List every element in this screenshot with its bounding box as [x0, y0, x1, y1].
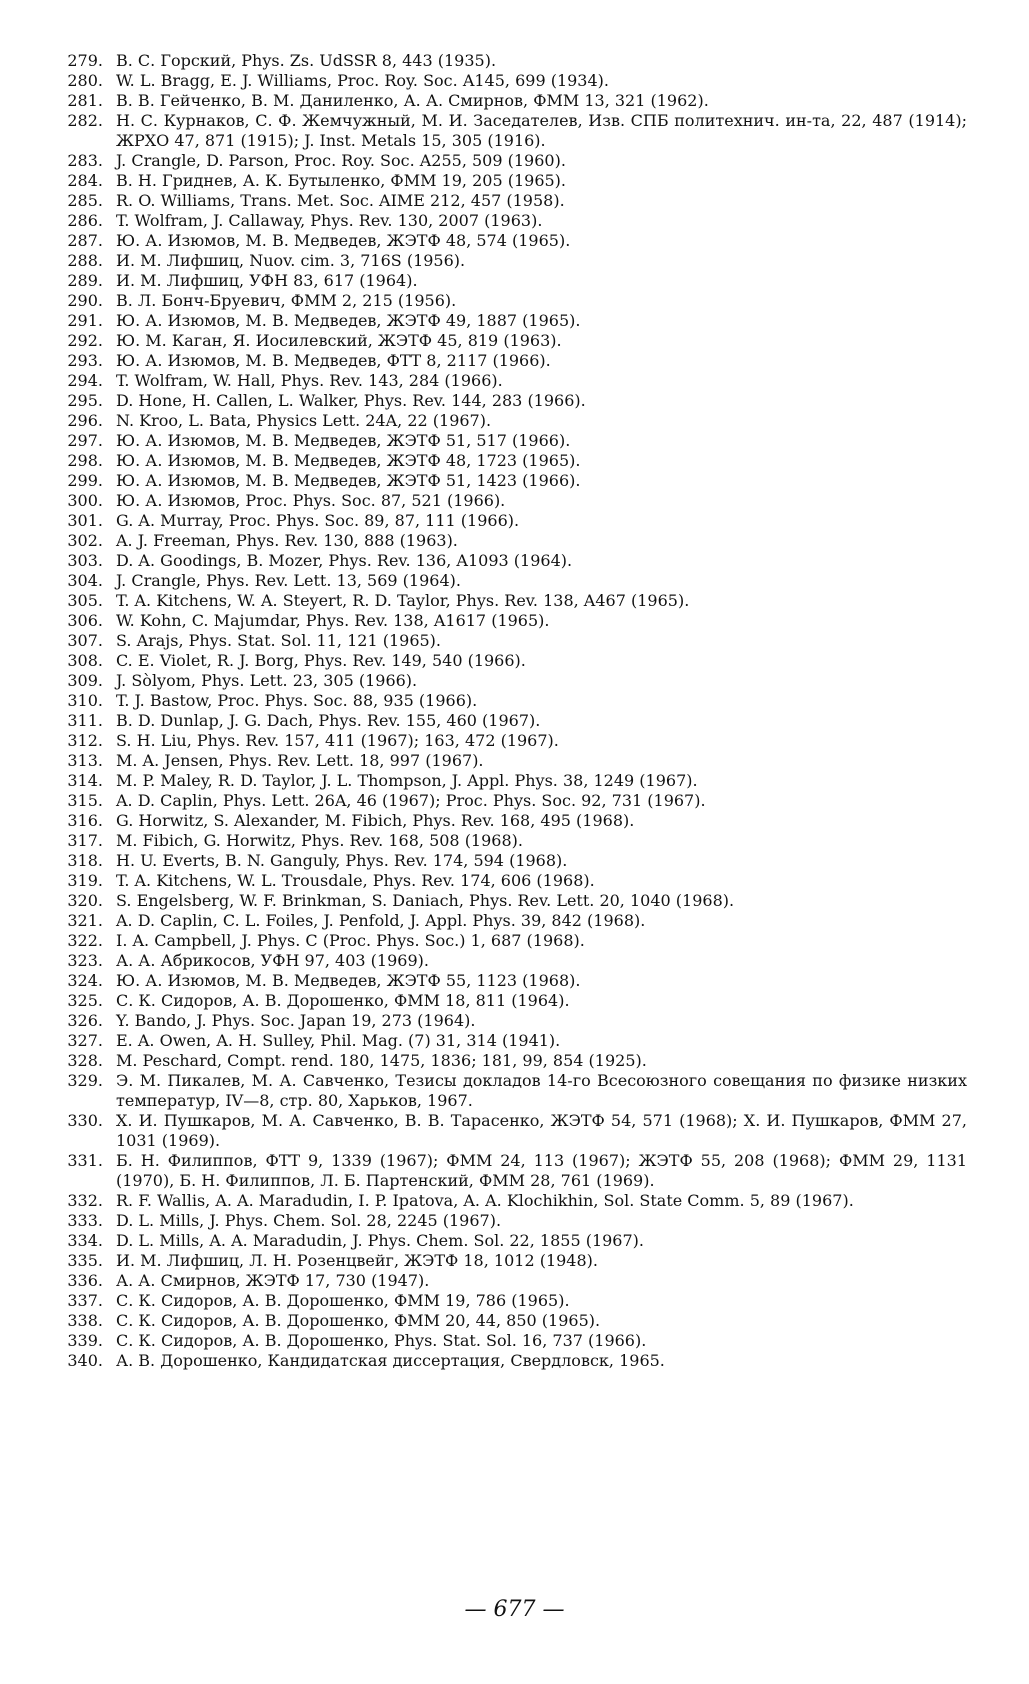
reference-number: 309.: [67, 671, 103, 690]
reference-text: R. O. Williams, Trans. Met. Soc. AIME 212, 457 (1958).: [116, 191, 565, 210]
reference-text: M. A. Jensen, Phys. Rev. Lett. 18, 997 (1967).: [116, 751, 484, 770]
reference-text: Ю. А. Изюмов, М. В. Медведев, ЖЭТФ 51, 1423 (1966).: [116, 471, 581, 490]
reference-entry: [0, 191, 1029, 211]
reference-number: 286.: [67, 211, 103, 230]
reference-entry: [0, 111, 1029, 151]
reference-number: 291.: [67, 311, 103, 330]
reference-text: Б. Н. Филиппов, ФТТ 9, 1339 (1967); ФММ 24, 113 (1967); ЖЭТФ 55, 208 (1968); ФММ 29, 1131 (1970), Б. Н. Филиппов, Л. Б. Партенский, ФММ 28, 761 (1969).: [116, 1151, 967, 1190]
reference-entry: [0, 611, 1029, 631]
reference-entry: [0, 551, 1029, 571]
reference-text: Ю. А. Изюмов, М. В. Медведев, ФТТ 8, 2117 (1966).: [116, 351, 551, 370]
reference-entry: [0, 171, 1029, 191]
reference-text: A. D. Caplin, Phys. Lett. 26A, 46 (1967); Proc. Phys. Soc. 92, 731 (1967).: [116, 791, 706, 810]
reference-number: 282.: [67, 111, 103, 130]
reference-text: B. D. Dunlap, J. G. Dach, Phys. Rev. 155, 460 (1967).: [116, 711, 541, 730]
reference-number: 337.: [67, 1291, 103, 1310]
reference-number: 311.: [67, 711, 103, 730]
reference-text: T. A. Kitchens, W. L. Trousdale, Phys. Rev. 174, 606 (1968).: [116, 871, 595, 890]
reference-number: 281.: [67, 91, 103, 110]
reference-text: А. В. Дорошенко, Кандидатская диссертация, Свердловск, 1965.: [116, 1351, 665, 1370]
reference-number: 314.: [67, 771, 103, 790]
reference-number: 332.: [67, 1191, 103, 1210]
reference-text: С. К. Сидоров, А. В. Дорошенко, ФММ 18, 811 (1964).: [116, 991, 570, 1010]
reference-entry: [0, 1251, 1029, 1271]
reference-text: Ю. А. Изюмов, М. В. Медведев, ЖЭТФ 48, 574 (1965).: [116, 231, 571, 250]
reference-entry: [0, 311, 1029, 331]
reference-number: 299.: [67, 471, 103, 490]
reference-entry: [0, 1271, 1029, 1291]
reference-text: Ю. М. Каган, Я. Иосилевский, ЖЭТФ 45, 819 (1963).: [116, 331, 562, 350]
reference-number: 329.: [67, 1071, 103, 1090]
reference-text: T. Wolfram, W. Hall, Phys. Rev. 143, 284 (1966).: [116, 371, 503, 390]
page-number: — 677 —: [464, 1597, 565, 1622]
reference-entry: [0, 651, 1029, 671]
reference-number: 327.: [67, 1031, 103, 1050]
reference-entry: [0, 51, 1029, 71]
reference-text: W. L. Bragg, E. J. Williams, Proc. Roy. Soc. A145, 699 (1934).: [116, 71, 609, 90]
reference-entry: [0, 531, 1029, 551]
reference-number: 292.: [67, 331, 103, 350]
reference-text: В. Н. Гриднев, А. К. Бутыленко, ФММ 19, 205 (1965).: [116, 171, 566, 190]
reference-entry: [0, 671, 1029, 691]
reference-entry: [0, 831, 1029, 851]
reference-text: J. Sòlyom, Phys. Lett. 23, 305 (1966).: [116, 671, 418, 690]
reference-number: 302.: [67, 531, 103, 550]
reference-number: 308.: [67, 651, 103, 670]
reference-number: 326.: [67, 1011, 103, 1030]
reference-number: 317.: [67, 831, 103, 850]
reference-text: Э. М. Пикалев, М. А. Савченко, Тезисы докладов 14-го Всесоюзного совещания по физике низких температур, IV—8, стр. 80, Харьков, 1967.: [116, 1071, 967, 1110]
reference-entry: [0, 1351, 1029, 1371]
reference-text: J. Crangle, D. Parson, Proc. Roy. Soc. A255, 509 (1960).: [116, 151, 566, 170]
reference-number: 310.: [67, 691, 103, 710]
reference-number: 304.: [67, 571, 103, 590]
reference-number: 325.: [67, 991, 103, 1010]
reference-text: В. Л. Бонч-Бруевич, ФММ 2, 215 (1956).: [116, 291, 457, 310]
reference-text: D. Hone, H. Callen, L. Walker, Phys. Rev. 144, 283 (1966).: [116, 391, 586, 410]
reference-text: С. К. Сидоров, А. В. Дорошенко, Phys. Stat. Sol. 16, 737 (1966).: [116, 1331, 647, 1350]
reference-text: Ю. А. Изюмов, М. В. Медведев, ЖЭТФ 55, 1123 (1968).: [116, 971, 581, 990]
reference-entry: [0, 1031, 1029, 1051]
reference-number: 306.: [67, 611, 103, 630]
reference-number: 283.: [67, 151, 103, 170]
reference-entry: [0, 331, 1029, 351]
reference-number: 287.: [67, 231, 103, 250]
reference-entry: [0, 851, 1029, 871]
reference-entry: [0, 591, 1029, 611]
reference-number: 279.: [67, 51, 103, 70]
reference-text: H. U. Everts, B. N. Ganguly, Phys. Rev. 174, 594 (1968).: [116, 851, 568, 870]
reference-number: 322.: [67, 931, 103, 950]
reference-entry: [0, 1191, 1029, 1211]
reference-list: [0, 51, 1029, 1371]
reference-text: M. P. Maley, R. D. Taylor, J. L. Thompson, J. Appl. Phys. 38, 1249 (1967).: [116, 771, 698, 790]
reference-text: Ю. А. Изюмов, Proc. Phys. Soc. 87, 521 (1966).: [116, 491, 506, 510]
reference-entry: [0, 711, 1029, 731]
reference-entry: [0, 351, 1029, 371]
reference-entry: [0, 511, 1029, 531]
reference-number: 324.: [67, 971, 103, 990]
reference-number: 284.: [67, 171, 103, 190]
reference-number: 280.: [67, 71, 103, 90]
reference-number: 321.: [67, 911, 103, 930]
reference-text: D. L. Mills, J. Phys. Chem. Sol. 28, 2245 (1967).: [116, 1211, 502, 1230]
reference-entry: [0, 1211, 1029, 1231]
reference-text: D. L. Mills, A. A. Maradudin, J. Phys. Chem. Sol. 22, 1855 (1967).: [116, 1231, 644, 1250]
reference-number: 315.: [67, 791, 103, 810]
reference-number: 298.: [67, 451, 103, 470]
reference-number: 336.: [67, 1271, 103, 1290]
reference-text: T. A. Kitchens, W. A. Steyert, R. D. Taylor, Phys. Rev. 138, A467 (1965).: [116, 591, 690, 610]
reference-entry: [0, 571, 1029, 591]
reference-text: А. А. Абрикосов, УФН 97, 403 (1969).: [116, 951, 429, 970]
reference-text: A. J. Freeman, Phys. Rev. 130, 888 (1963).: [116, 531, 458, 550]
reference-entry: [0, 1111, 1029, 1151]
reference-entry: [0, 931, 1029, 951]
reference-text: Н. С. Курнаков, С. Ф. Жемчужный, М. И. Заседателев, Изв. СПБ политехнич. ин-та, 22, 487 (1914); ЖРХО 47, 871 (1915); J. Inst. Metals 15, 305 (1916).: [116, 111, 967, 150]
reference-entry: [0, 1231, 1029, 1251]
reference-number: 307.: [67, 631, 103, 650]
reference-entry: [0, 991, 1029, 1011]
reference-entry: [0, 151, 1029, 171]
reference-entry: [0, 491, 1029, 511]
reference-entry: [0, 971, 1029, 991]
reference-text: A. D. Caplin, C. L. Foiles, J. Penfold, J. Appl. Phys. 39, 842 (1968).: [116, 911, 646, 930]
reference-number: 340.: [67, 1351, 103, 1370]
reference-number: 334.: [67, 1231, 103, 1250]
reference-text: M. Fibich, G. Horwitz, Phys. Rev. 168, 508 (1968).: [116, 831, 523, 850]
reference-entry: [0, 451, 1029, 471]
reference-text: А. А. Смирнов, ЖЭТФ 17, 730 (1947).: [116, 1271, 430, 1290]
reference-number: 290.: [67, 291, 103, 310]
reference-text: M. Peschard, Compt. rend. 180, 1475, 1836; 181, 99, 854 (1925).: [116, 1051, 647, 1070]
reference-number: 296.: [67, 411, 103, 430]
reference-entry: [0, 911, 1029, 931]
reference-entry: [0, 731, 1029, 751]
reference-text: Ю. А. Изюмов, М. В. Медведев, ЖЭТФ 51, 517 (1966).: [116, 431, 571, 450]
reference-text: R. F. Wallis, A. A. Maradudin, I. P. Ipatova, A. A. Klochikhin, Sol. State Comm. 5, 89 (1967).: [116, 1191, 854, 1210]
reference-number: 316.: [67, 811, 103, 830]
reference-entry: [0, 1311, 1029, 1331]
reference-number: 300.: [67, 491, 103, 510]
reference-number: 301.: [67, 511, 103, 530]
reference-text: Х. И. Пушкаров, М. А. Савченко, В. В. Тарасенко, ЖЭТФ 54, 571 (1968); Х. И. Пушкаров, ФММ 27, 1031 (1969).: [116, 1111, 967, 1150]
reference-number: 297.: [67, 431, 103, 450]
reference-entry: [0, 1071, 1029, 1111]
reference-number: 330.: [67, 1111, 103, 1130]
reference-number: 320.: [67, 891, 103, 910]
reference-number: 323.: [67, 951, 103, 970]
reference-entry: [0, 371, 1029, 391]
reference-text: И. М. Лифшиц, Л. Н. Розенцвейг, ЖЭТФ 18, 1012 (1948).: [116, 1251, 598, 1270]
reference-text: C. E. Violet, R. J. Borg, Phys. Rev. 149, 540 (1966).: [116, 651, 526, 670]
reference-entry: [0, 691, 1029, 711]
reference-entry: [0, 1151, 1029, 1191]
reference-entry: [0, 251, 1029, 271]
reference-text: G. A. Murray, Proc. Phys. Soc. 89, 87, 111 (1966).: [116, 511, 520, 530]
reference-entry: [0, 1051, 1029, 1071]
reference-text: Y. Bando, J. Phys. Soc. Japan 19, 273 (1964).: [116, 1011, 476, 1030]
reference-text: Ю. А. Изюмов, М. В. Медведев, ЖЭТФ 48, 1723 (1965).: [116, 451, 581, 470]
reference-number: 319.: [67, 871, 103, 890]
reference-entry: [0, 211, 1029, 231]
reference-entry: [0, 91, 1029, 111]
reference-number: 289.: [67, 271, 103, 290]
reference-number: 339.: [67, 1331, 103, 1350]
reference-number: 333.: [67, 1211, 103, 1230]
reference-text: W. Kohn, C. Majumdar, Phys. Rev. 138, A1617 (1965).: [116, 611, 550, 630]
reference-text: S. Arajs, Phys. Stat. Sol. 11, 121 (1965).: [116, 631, 441, 650]
reference-text: В. В. Гейченко, В. М. Даниленко, А. А. Смирнов, ФММ 13, 321 (1962).: [116, 91, 709, 110]
reference-number: 294.: [67, 371, 103, 390]
reference-entry: [0, 951, 1029, 971]
reference-entry: [0, 791, 1029, 811]
reference-text: И. М. Лифшиц, УФН 83, 617 (1964).: [116, 271, 418, 290]
reference-entry: [0, 811, 1029, 831]
reference-entry: [0, 271, 1029, 291]
reference-entry: [0, 891, 1029, 911]
reference-text: И. М. Лифшиц, Nuov. cim. 3, 716S (1956).: [116, 251, 466, 270]
reference-number: 305.: [67, 591, 103, 610]
reference-text: С. К. Сидоров, А. В. Дорошенко, ФММ 19, 786 (1965).: [116, 1291, 570, 1310]
reference-entry: [0, 71, 1029, 91]
reference-entry: [0, 771, 1029, 791]
reference-number: 285.: [67, 191, 103, 210]
reference-number: 312.: [67, 731, 103, 750]
reference-text: С. К. Сидоров, А. В. Дорошенко, ФММ 20, 44, 850 (1965).: [116, 1311, 601, 1330]
reference-text: В. С. Горский, Phys. Zs. UdSSR 8, 443 (1935).: [116, 51, 497, 70]
reference-text: T. J. Bastow, Proc. Phys. Soc. 88, 935 (1966).: [116, 691, 478, 710]
reference-entry: [0, 231, 1029, 251]
reference-entry: [0, 1291, 1029, 1311]
reference-number: 295.: [67, 391, 103, 410]
reference-number: 328.: [67, 1051, 103, 1070]
reference-number: 335.: [67, 1251, 103, 1270]
reference-entry: [0, 1011, 1029, 1031]
reference-text: G. Horwitz, S. Alexander, M. Fibich, Phys. Rev. 168, 495 (1968).: [116, 811, 635, 830]
reference-number: 288.: [67, 251, 103, 270]
reference-entry: [0, 631, 1029, 651]
reference-number: 303.: [67, 551, 103, 570]
reference-entry: [0, 431, 1029, 451]
reference-number: 313.: [67, 751, 103, 770]
reference-number: 331.: [67, 1151, 103, 1170]
reference-entry: [0, 391, 1029, 411]
reference-text: E. A. Owen, A. H. Sulley, Phil. Mag. (7) 31, 314 (1941).: [116, 1031, 561, 1050]
reference-text: S. Engelsberg, W. F. Brinkman, S. Daniach, Phys. Rev. Lett. 20, 1040 (1968).: [116, 891, 735, 910]
reference-entry: [0, 871, 1029, 891]
reference-entry: [0, 411, 1029, 431]
reference-entry: [0, 1331, 1029, 1351]
reference-entry: [0, 291, 1029, 311]
reference-text: D. A. Goodings, B. Mozer, Phys. Rev. 136, A1093 (1964).: [116, 551, 573, 570]
reference-number: 338.: [67, 1311, 103, 1330]
reference-text: N. Kroo, L. Bata, Physics Lett. 24A, 22 (1967).: [116, 411, 492, 430]
reference-text: I. A. Campbell, J. Phys. C (Proc. Phys. Soc.) 1, 687 (1968).: [116, 931, 585, 950]
reference-text: Ю. А. Изюмов, М. В. Медведев, ЖЭТФ 49, 1887 (1965).: [116, 311, 581, 330]
reference-text: J. Crangle, Phys. Rev. Lett. 13, 569 (1964).: [116, 571, 461, 590]
reference-entry: [0, 471, 1029, 491]
reference-number: 293.: [67, 351, 103, 370]
reference-entry: [0, 751, 1029, 771]
reference-number: 318.: [67, 851, 103, 870]
reference-text: S. H. Liu, Phys. Rev. 157, 411 (1967); 163, 472 (1967).: [116, 731, 559, 750]
reference-text: T. Wolfram, J. Callaway, Phys. Rev. 130, 2007 (1963).: [116, 211, 543, 230]
